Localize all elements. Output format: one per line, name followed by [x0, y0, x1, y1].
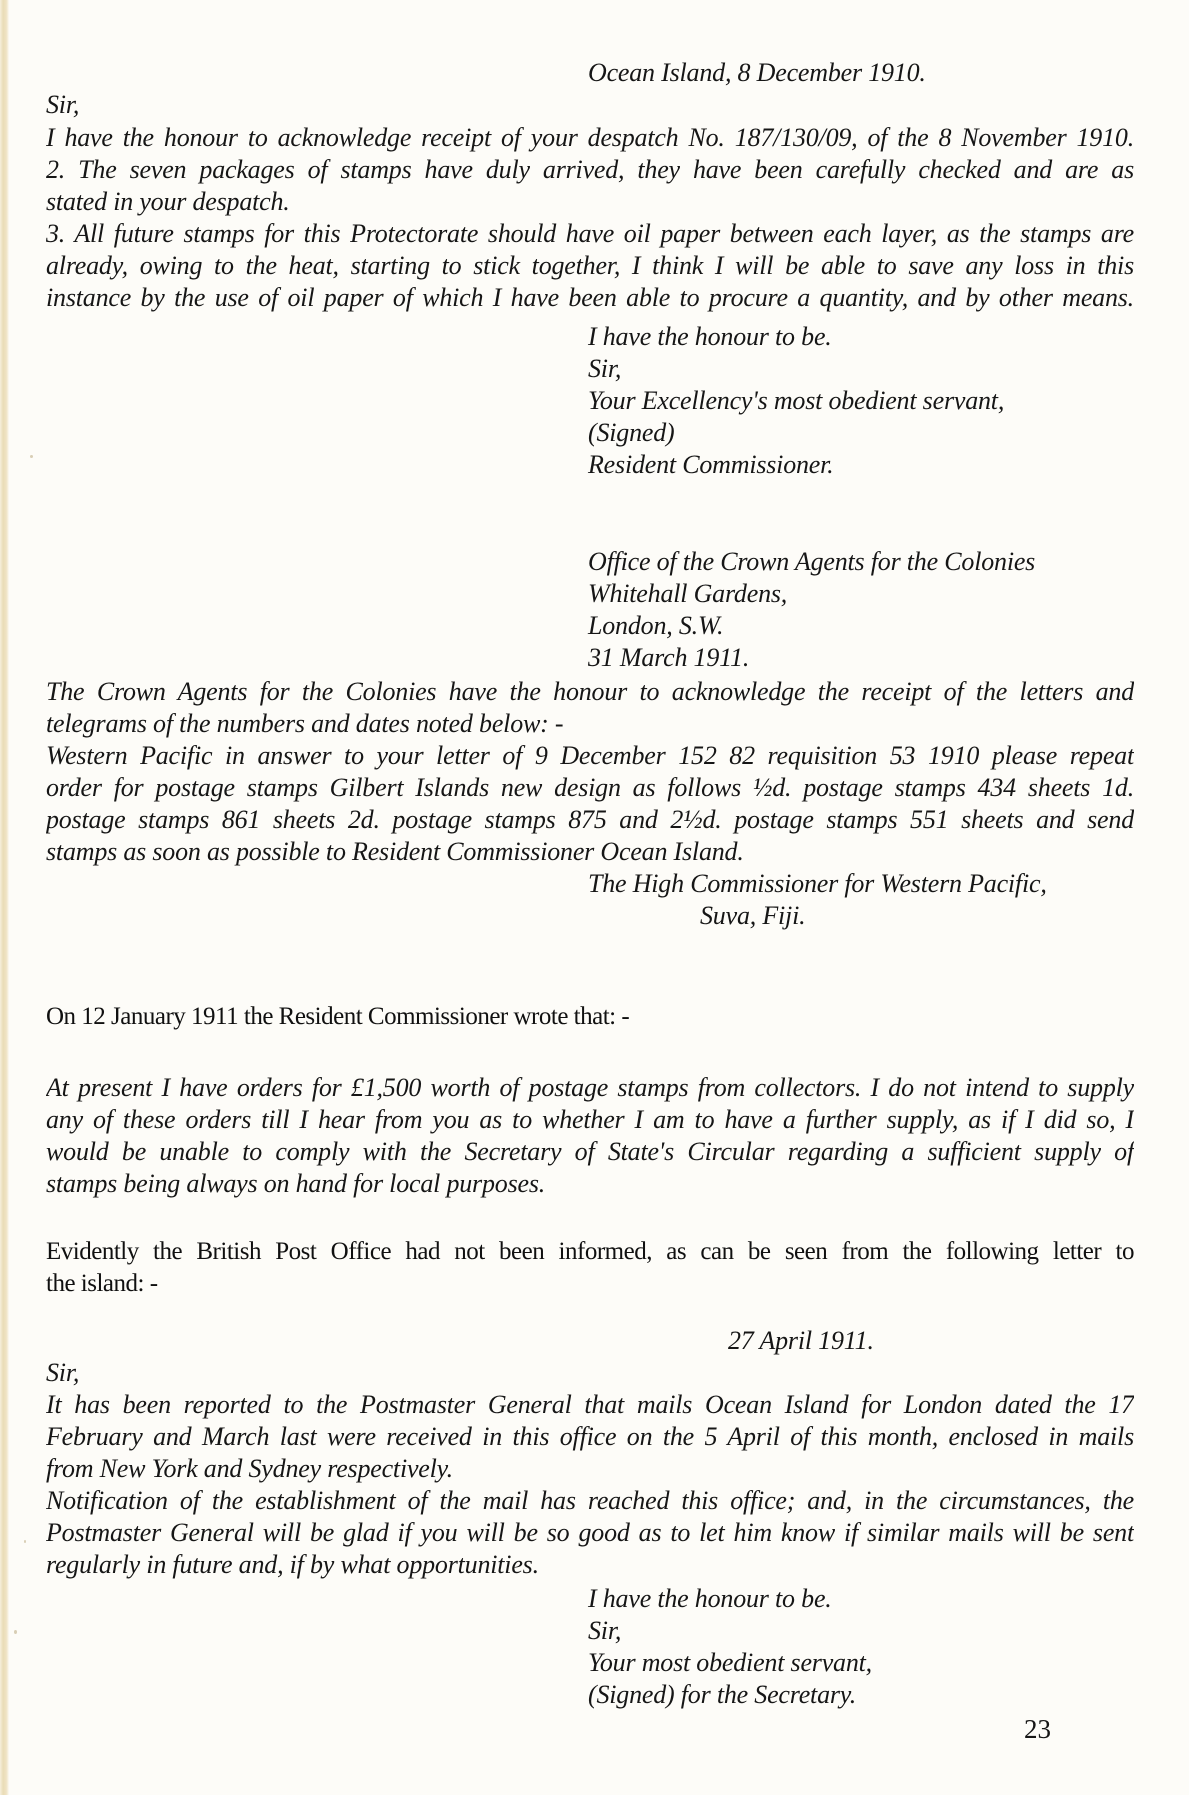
letter3-salutation: Sir, [46, 1358, 80, 1387]
letter2-closing-line: The High Commissioner for Western Pacific, [588, 869, 1047, 898]
letter2-body-line: order for postage stamps Gilbert Islands new design as follows ½d. postage stamps 434 sheets 1d. [46, 773, 1134, 802]
scan-speckle [30, 455, 33, 458]
letter1-body-line: instance by the use of oil paper of which I have been able to procure a quantity, and by other means. [46, 283, 1134, 312]
quote-line: stamps being always on hand for local purposes. [46, 1169, 546, 1198]
letter2-body-line: stamps as soon as possible to Resident Commissioner Ocean Island. [46, 837, 744, 866]
scan-speckle [14, 1630, 17, 1634]
letter2-address-line: Office of the Crown Agents for the Colonies [588, 547, 1036, 576]
letter1-body-line: 2. The seven packages of stamps have duly arrived, they have been carefully checked and are as [46, 155, 1134, 184]
book-page-edge [0, 0, 9, 1795]
letter2-address-line: Whitehall Gardens, [588, 579, 788, 608]
letter3-body-line: regularly in future and, if by what opportunities. [46, 1550, 539, 1579]
letter1-body-line: already, owing to the heat, starting to stick together, I think I will be able to save any loss in this [46, 251, 1134, 280]
letter1-body-line: stated in your despatch. [46, 187, 290, 216]
letter3-dateline: 27 April 1911. [728, 1326, 874, 1355]
letter2-address-line: London, S.W. [588, 611, 724, 640]
scan-speckle [24, 1540, 26, 1543]
quote-line: would be unable to comply with the Secretary of State's Circular regarding a sufficient supply of [46, 1137, 1134, 1166]
letter3-closing-line: I have the honour to be. [588, 1584, 832, 1613]
letter2-body-line: The Crown Agents for the Colonies have the honour to acknowledge the receipt of the letters and [46, 677, 1134, 706]
letter2-body-line: telegrams of the numbers and dates noted below: - [46, 709, 564, 738]
letter1-closing-line: Your Excellency's most obedient servant, [588, 386, 1005, 415]
letter1-dateline: Ocean Island, 8 December 1910. [588, 58, 926, 87]
letter1-body-line: 3. All future stamps for this Protectorate should have oil paper between each layer, as the stamps are [46, 219, 1134, 248]
letter1-salutation: Sir, [46, 90, 80, 119]
letter3-body-line: It has been reported to the Postmaster General that mails Ocean Island for London dated the 17 [46, 1390, 1134, 1419]
narrative-text: Evidently the British Post Office had not been informed, as can be seen from the following letter to [46, 1238, 1134, 1265]
quote-line: At present I have orders for £1,500 worth of postage stamps from collectors. I do not intend to supply [46, 1073, 1134, 1102]
narrative-text: On 12 January 1911 the Resident Commissioner wrote that: - [46, 1003, 630, 1030]
letter3-body-line: Postmaster General will be glad if you will be so good as to let him know if similar mails will be sent [46, 1518, 1134, 1547]
letter2-address-line: 31 March 1911. [588, 643, 750, 672]
letter2-body-line: postage stamps 861 sheets 2d. postage stamps 875 and 2½d. postage stamps 551 sheets and send [46, 805, 1134, 834]
letter1-closing-line: (Signed) [588, 418, 675, 447]
letter1-body-line: I have the honour to acknowledge receipt of your despatch No. 187/130/09, of the 8 November 1910. [46, 123, 1134, 152]
letter1-closing-line: Resident Commissioner. [588, 450, 834, 479]
letter3-body-line: February and March last were received in this office on the 5 April of this month, enclosed in mails [46, 1422, 1134, 1451]
letter3-closing-line: Your most obedient servant, [588, 1648, 872, 1677]
letter3-closing-line: Sir, [588, 1616, 622, 1645]
letter2-body-line: Western Pacific in answer to your letter of 9 December 152 82 requisition 53 1910 please repeat [46, 741, 1134, 770]
letter3-closing-line: (Signed) for the Secretary. [588, 1680, 857, 1709]
letter2-closing-line: Suva, Fiji. [700, 901, 806, 930]
letter3-body-line: from New York and Sydney respectively. [46, 1454, 453, 1483]
letter1-closing-line: Sir, [588, 354, 622, 383]
letter3-body-line: Notification of the establishment of the mail has reached this office; and, in the circumstances, the [46, 1486, 1134, 1515]
letter1-closing-line: I have the honour to be. [588, 322, 832, 351]
page-number: 23 [1024, 1714, 1051, 1744]
narrative-text: the island: - [46, 1270, 158, 1297]
quote-line: any of these orders till I hear from you as to whether I am to have a further supply, as if I did so, I [46, 1105, 1134, 1134]
